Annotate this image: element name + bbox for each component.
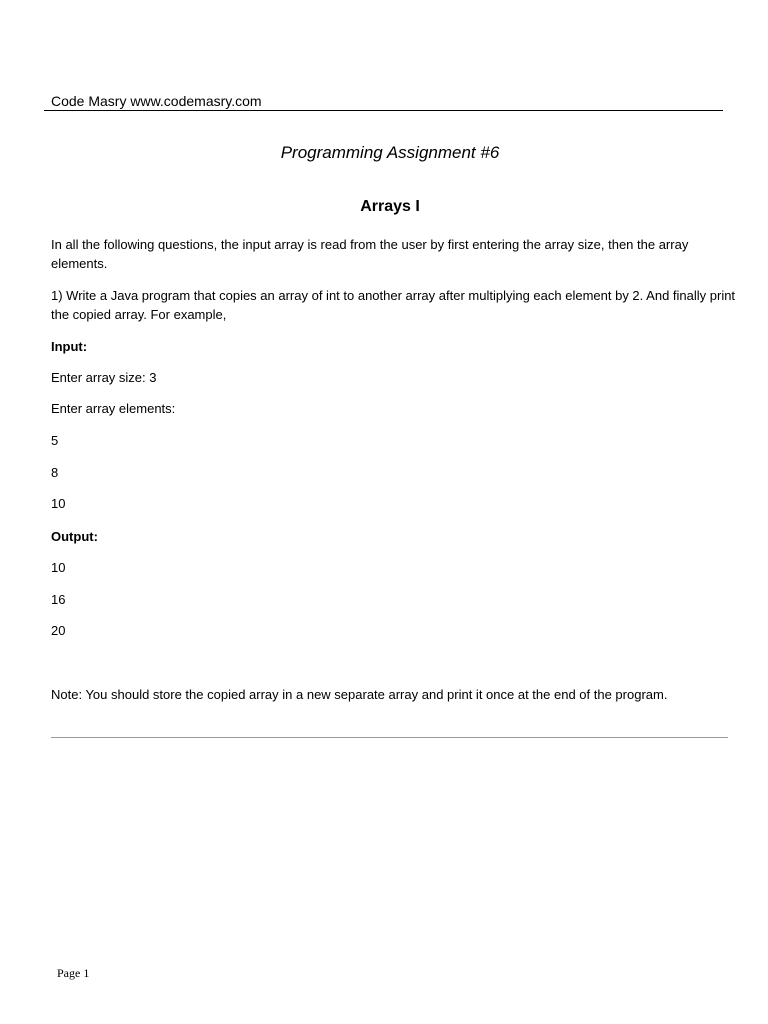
input-value: 8 [51, 465, 59, 480]
assignment-title: Programming Assignment #6 [280, 143, 500, 162]
input-value: 10 [51, 496, 66, 511]
page-number: Page 1 [57, 966, 90, 980]
output-value: 10 [51, 560, 66, 575]
input-label: Input: [51, 339, 88, 354]
input-elements-line: Enter array elements: [51, 401, 176, 416]
input-size-line: Enter array size: 3 [51, 370, 157, 385]
output-value: 20 [51, 623, 66, 638]
intro-paragraph: In all the following questions, the input array is read from the user by first entering the array size, then the array elements. [51, 237, 689, 271]
question-paragraph: 1) Write a Java program that copies an array of int to another array after multiplying each element by 2. And finally print the copied array. For example, [51, 288, 736, 322]
header-rule [44, 110, 723, 111]
output-label: Output: [51, 529, 98, 544]
bottom-rule [51, 737, 728, 738]
page-header: Code Masry www.codemasry.com [51, 93, 262, 109]
output-value: 16 [51, 592, 66, 607]
note-paragraph: Note: You should store the copied array in a new separate array and print it once at the end of the program. [51, 687, 668, 702]
assignment-subtitle: Arrays I [360, 198, 420, 215]
input-value: 5 [51, 433, 59, 448]
